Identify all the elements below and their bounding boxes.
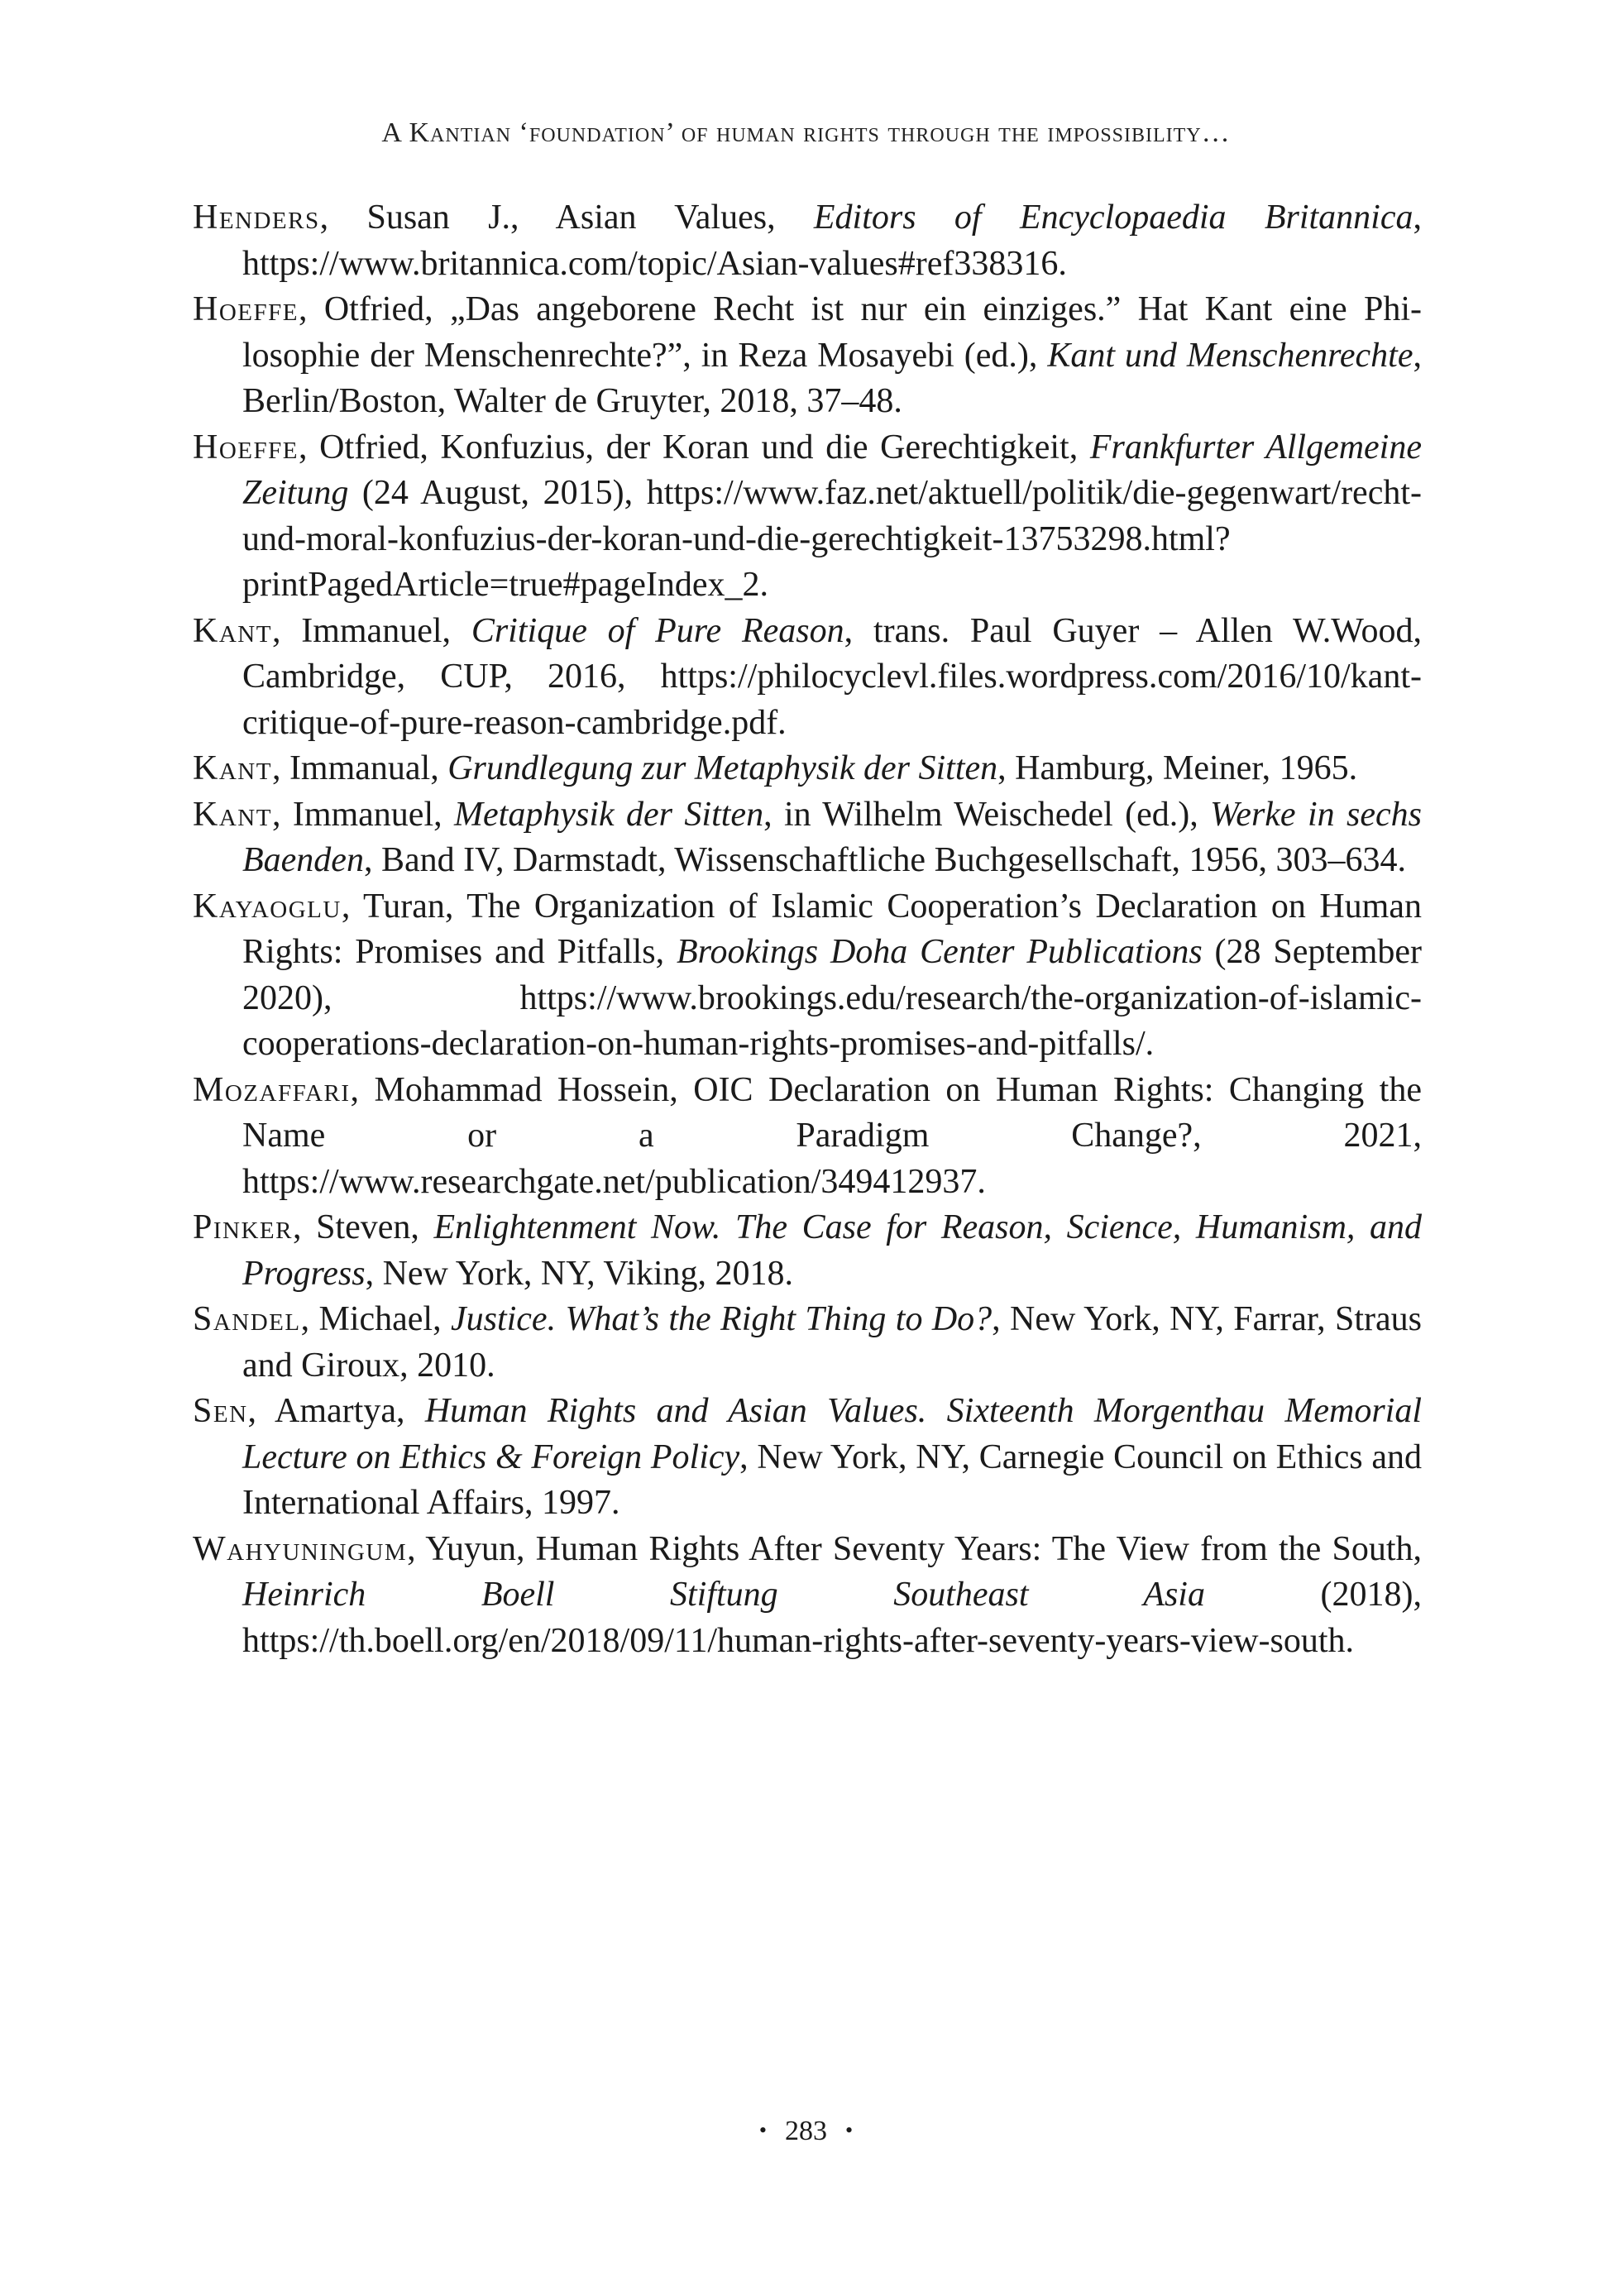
entry-text: , Steven, (292, 1208, 434, 1246)
bibliography-entry (193, 1389, 1422, 1527)
entry-text: , Otfried, Konfuzius, der Koran und die Gerechtigkeit, (298, 428, 1090, 466)
entry-author: Hoeffe (193, 290, 299, 328)
bibliography-entry (193, 792, 1422, 884)
entry-title-italic: Heinrich Boell Stiftung Southeast Asia (242, 1576, 1205, 1614)
entry-title-italic: Kant und Menschenrechte (1047, 336, 1413, 375)
running-header: A Kantian ‘foundation’ of human rights through the impossibility… (381, 117, 1231, 148)
entry-author: Henders (193, 199, 320, 237)
bibliography-entry (193, 195, 1422, 287)
entry-text: , Susan J., Asian Values, (319, 199, 814, 237)
entry-text: , Immanual, (271, 749, 448, 787)
entry-text: , Michael, (300, 1300, 451, 1338)
bibliography-entry (193, 884, 1422, 1068)
bibliography-entry (193, 425, 1422, 609)
entry-text: , Mohammad Hossein, OIC Declaration on Human Rights: Changing the Name or a Paradigm Change?, 2021, https://www.researchgate.net/publication/349412937. (242, 1070, 1422, 1201)
entry-text: , Immanuel, (271, 795, 455, 834)
entry-text: , New York, NY, Carnegie Council on Ethics and International Affairs, 1997. (242, 1437, 1422, 1522)
entry-author: Sen (193, 1392, 248, 1430)
entry-title-italic: Werke in sechs Baenden (242, 795, 1423, 879)
entry-author: Mozaffari (193, 1070, 351, 1109)
entry-text: (24 August, 2015), https://www.faz.net/aktuell/politik/die-gegenwart/recht-und-moral-konfuzius-der-koran-und-die-gerechtigkeit-13753298.html?printPagedArticle=true#pageIndex_2. (242, 474, 1422, 604)
bibliography-entry (193, 1297, 1422, 1389)
entry-author: Wahyuningum (193, 1529, 408, 1568)
entry-text: , Turan, The Organization of Islamic Cooperation’s Declaration on Human Rights: Promises and Pitfalls, (242, 887, 1422, 971)
entry-author: Hoeffe (193, 428, 299, 466)
bibliography-list (193, 195, 1422, 1664)
entry-text: , Amartya, (247, 1392, 425, 1430)
entry-text: , Berlin/Boston, Walter de Gruyter, 2018, 37–48. (242, 336, 1422, 420)
entry-text: (28 September 2020), https://www.brookings.edu/research/the-organization-of-islamic-cooperations-declaration-on-human-rights-promises-and-pitfalls/. (242, 933, 1423, 1063)
entry-title-italic: Human Rights and Asian Values. Sixteenth Morgenthau Memorial Lecture on Ethics & Foreign Policy (242, 1392, 1422, 1476)
page-footer (0, 2116, 1612, 2147)
entry-author: Kayaoglu (193, 887, 342, 926)
entry-title-italic: Editors of Encyclopaedia Britannica (813, 199, 1413, 237)
bibliography-entry (193, 1068, 1422, 1206)
entry-text: , New York, NY, Viking, 2018. (365, 1254, 794, 1293)
entry-text: , https://www.britannica.com/topic/Asian-values#ref338316. (242, 199, 1422, 283)
entry-title-italic: Critique of Pure Reason (471, 611, 844, 650)
bibliography-entry (193, 287, 1422, 425)
entry-text: , Immanuel, (271, 611, 471, 650)
entry-text: , Band IV, Darmstadt, Wissenschaftliche Buchgesellschaft, 1956, 303–634. (363, 841, 1406, 879)
entry-author: Pinker (193, 1208, 293, 1246)
entry-text: , trans. Paul Guyer – Allen W.Wood, Cambridge, CUP, 2016, https://philocyclevl.files.wordpress.com/2016/10/kantcritique-of-pure-reason-cambridge.pdf. (242, 611, 1423, 742)
bibliography-entry (193, 746, 1422, 792)
entry-title-italic: Grundlegung zur Metaphysik der Sitten (447, 749, 998, 787)
entry-title-italic: Brookings Doha Center Publications (677, 933, 1203, 971)
bibliography-entry (193, 609, 1422, 747)
entry-title-italic: Frankfurter Allgemeine Zeitung (242, 428, 1422, 512)
entry-title-italic: Justice. What’s the Right Thing to Do? (450, 1300, 993, 1338)
bibliography-entry (193, 1527, 1422, 1665)
entry-text: (2018), https://th.boell.org/en/2018/09/11/human-rights-after-seventy-years-view-south. (242, 1576, 1422, 1660)
entry-author: Kant (193, 795, 272, 834)
entry-author: Kant (193, 611, 272, 650)
entry-title-italic: Metaphysik der Sitten (454, 795, 764, 834)
entry-text: , Otfried, „Das angeborene Recht ist nur ein einziges.” Hat Kant eine Philosophie der Menschenrechte?”, in Reza Mosayebi (ed.), (242, 290, 1422, 375)
entry-text: , Hamburg, Meiner, 1965. (997, 749, 1358, 787)
bibliography-entry (193, 1205, 1422, 1297)
entry-title-italic: Enlightenment Now. The Case for Reason, Science, Humanism, and Progress (242, 1208, 1422, 1293)
ornament-left: • (758, 2118, 767, 2142)
ornament-right: • (845, 2118, 854, 2142)
entry-author: Kant (193, 749, 272, 787)
entry-text: , in Wilhelm Weischedel (ed.), (763, 795, 1211, 834)
page-number: 283 (785, 2116, 827, 2146)
entry-author: Sandel (193, 1300, 301, 1338)
entry-text: , Yuyun, Human Rights After Seventy Years: The View from the South, (407, 1529, 1422, 1568)
entry-text: , New York, NY, Farrar, Straus and Giroux, 2010. (242, 1300, 1423, 1385)
